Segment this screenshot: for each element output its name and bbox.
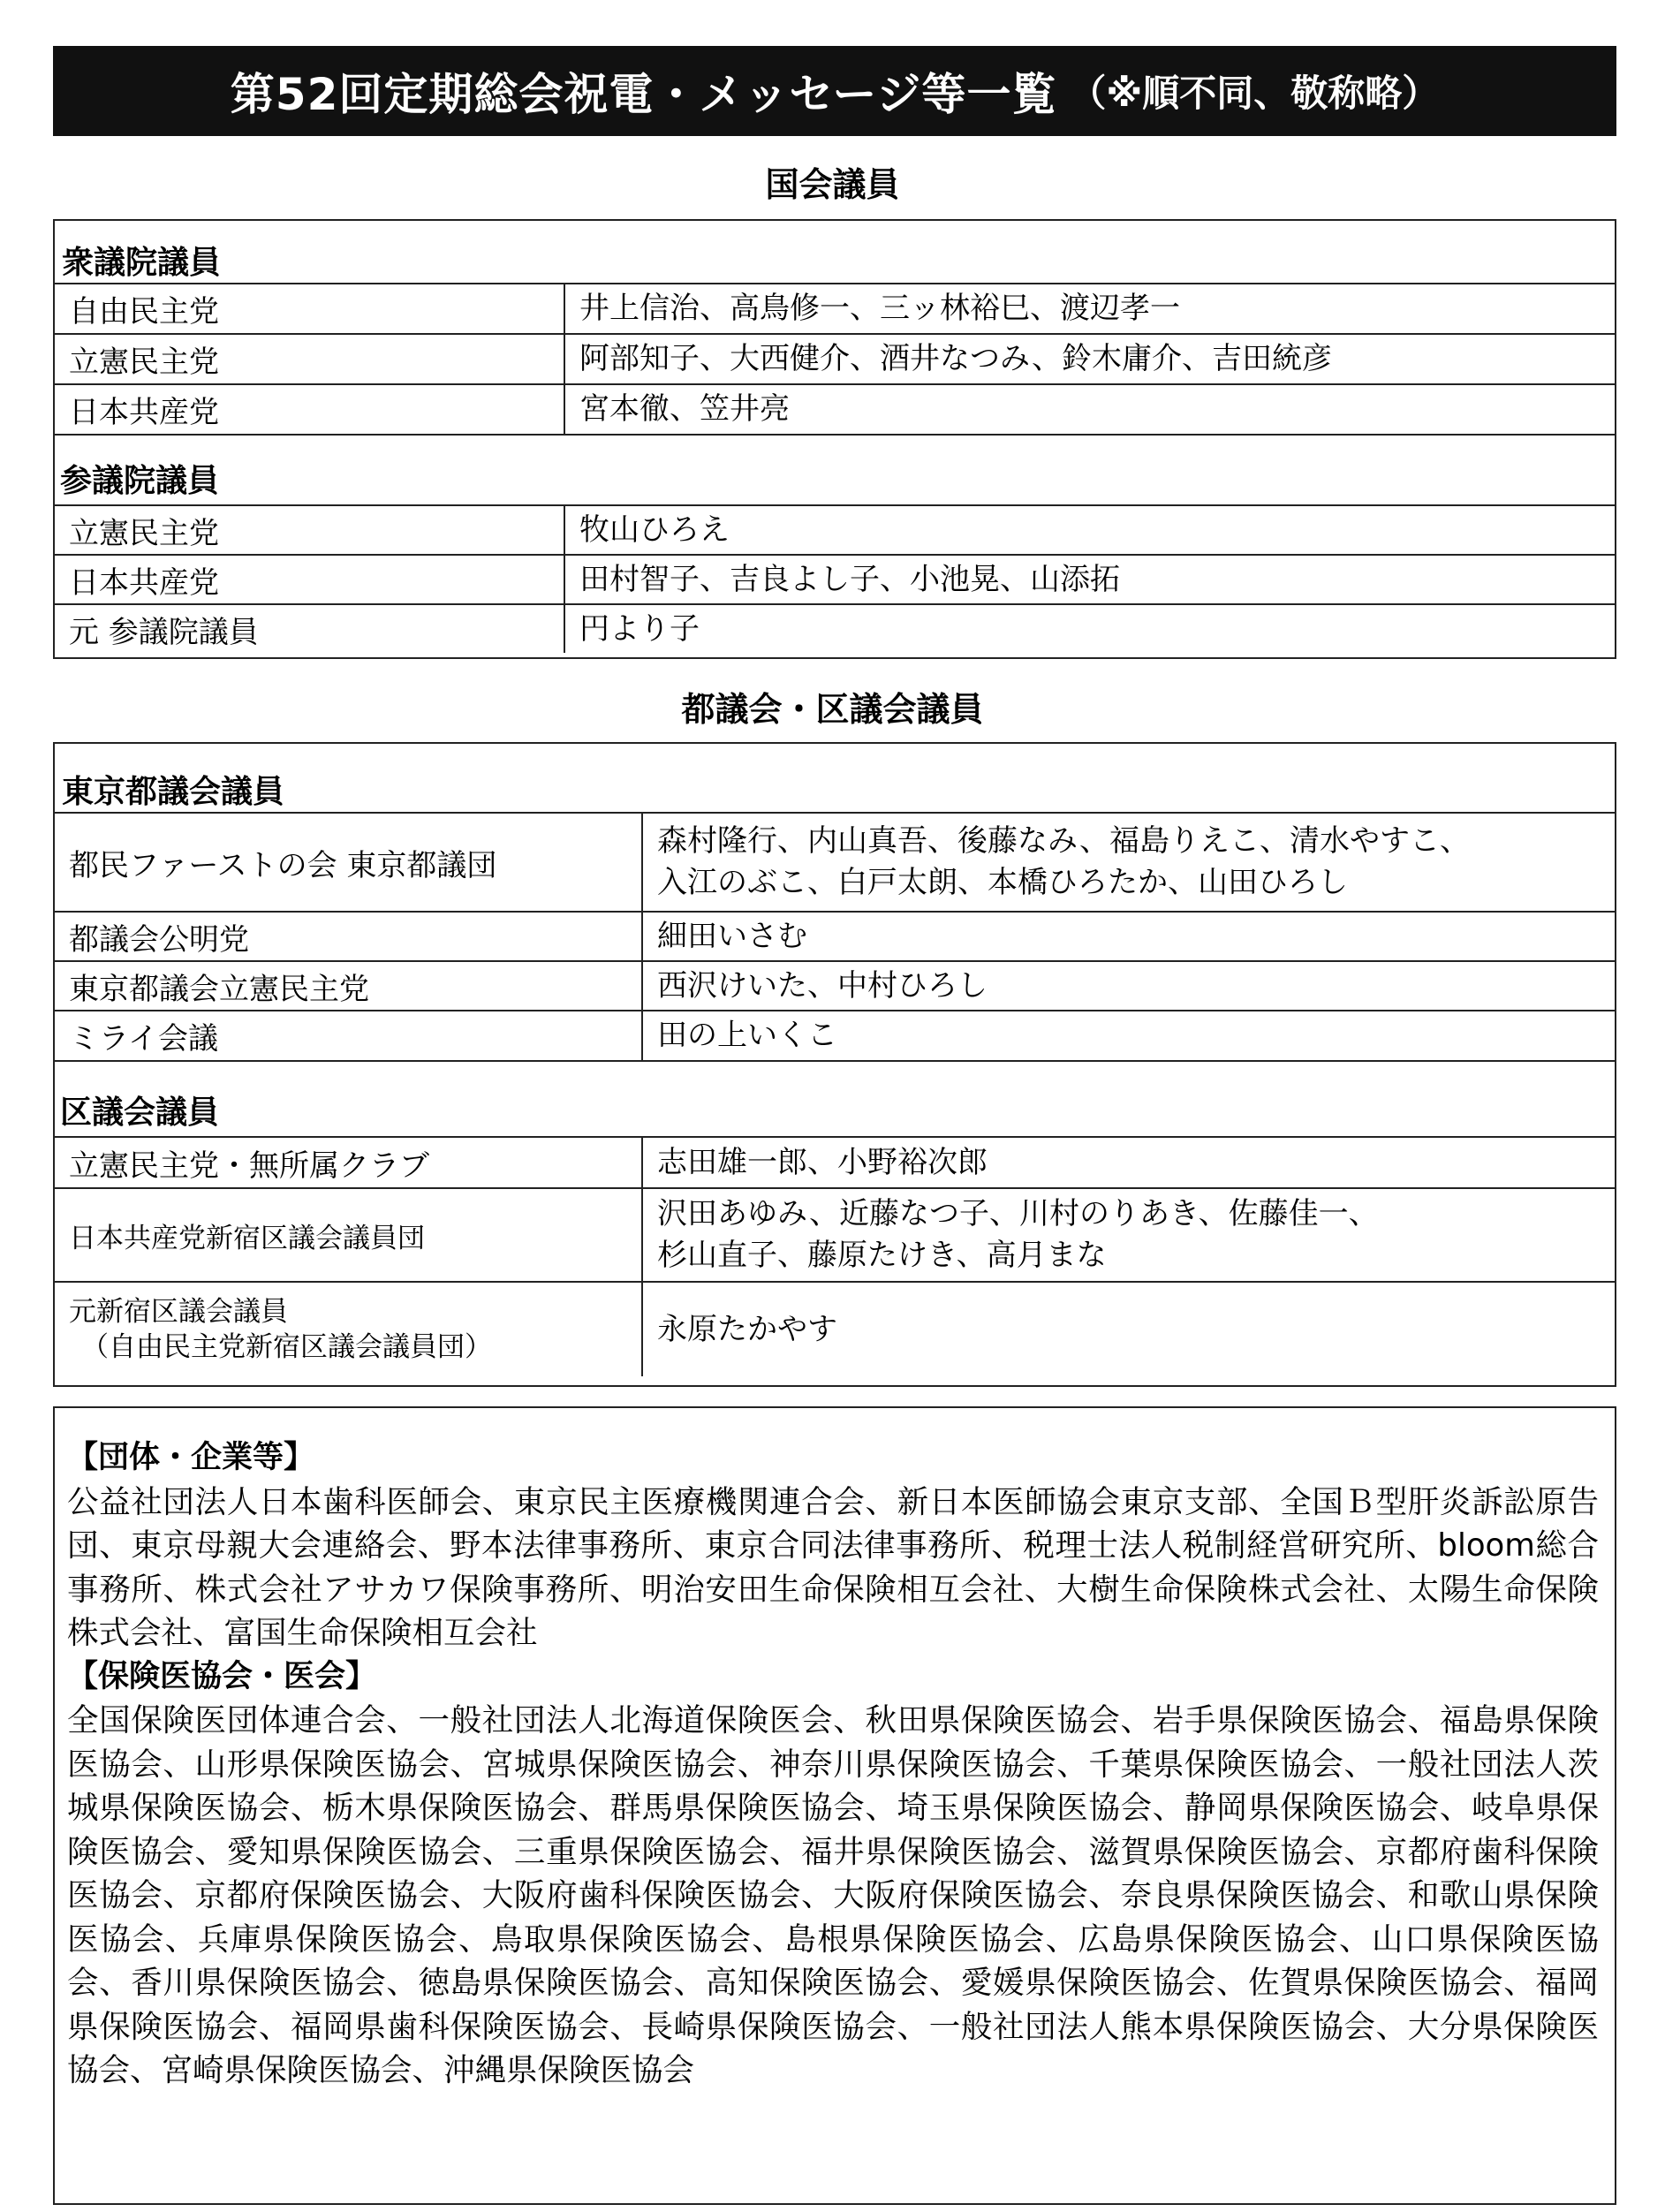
names-line: 牧山ひろえ: [579, 511, 730, 548]
names-line: 志田雄一郎、小野裕次郎: [657, 1144, 988, 1180]
table-row: [55, 1187, 1615, 1281]
table-row: [55, 960, 1615, 1010]
table-row: [55, 812, 1615, 911]
group-head-row: [55, 434, 1615, 504]
title-note: （※順不同、敬称略）: [1069, 72, 1440, 115]
house-of-councillors-label: 参議院議員: [60, 463, 220, 499]
member-names: [643, 1011, 837, 1060]
local-heading: 都議会・区議会議員: [681, 690, 984, 729]
member-names: [565, 335, 1332, 383]
member-names: [565, 506, 730, 554]
organizations-box: [53, 1406, 1616, 2205]
member-names: [565, 556, 1120, 603]
party-name: 立憲民主党: [55, 506, 565, 554]
party-name: [55, 1283, 643, 1376]
table-row: [55, 603, 1615, 653]
medical-associations-list: 全国保険医団体連合会、一般社団法人北海道保険医会、秋田県保険医協会、岩手県保険医協会、福島県保険医協会、山形県保険医協会、宮城県保険医協会、神奈川県保険医協会、千葉県保険医協会、一般社団法人茨城県保険医協会、栃木県保険医協会、群馬県保険医協会、埼玉県保険医協会、静岡県保険医協会、岐阜県保険医協会、愛知県保険医協会、三重県保険医協会、福井県保険医協会、滋賀県保険医協会、京都府歯科保険医協会、京都府保険医協会、大阪府歯科保険医協会、大阪府保険医協会、奈良県保険医協会、和歌山県保険医協会、兵庫県保険医協会、鳥取県保険医協会、島根県保険医協会、広島県保険医協会、山口県保険医協会、香川県保険医協会、徳島県保険医協会、高知保険医協会、愛媛県保険医協会、佐賀県保険医協会、福岡県保険医協会、福岡県歯科保険医協会、長崎県保険医協会、一般社団法人熊本県保険医協会、大分県保険医協会、宮崎県保険医協会、沖縄県保険医協会: [67, 1702, 1599, 2088]
organizations-list: 公益社団法人日本歯科医師会、東京民主医療機関連合会、新日本医師協会東京支部、全国Ｂ型肝炎訴訟原告団、東京母親大会連絡会、野本法律事務所、東京合同法律事務所、税理士法人税制経営研究所、bloom総合事務所、株式会社アサカワ保険事務所、明治安田生命保険相互会社、大樹生命保険株式会社、太陽生命保険株式会社、富国生命保険相互会社: [67, 1483, 1599, 1651]
party-name: 東京都議会立憲民主党: [55, 962, 643, 1010]
names-line: 田村智子、吉良よし子、小池晃、山添拓: [579, 561, 1120, 597]
house-of-representatives-label: 衆議院議員: [62, 245, 222, 281]
names-line: 阿部知子、大西健介、酒井なつみ、鈴木庸介、吉田統彦: [579, 341, 1333, 377]
member-names: [643, 1189, 1379, 1281]
party-name: 日本共産党: [55, 385, 565, 434]
group-head-row: [55, 1060, 1615, 1136]
member-names: [643, 962, 988, 1010]
party-name: 日本共産党新宿区議会議員団: [55, 1189, 643, 1281]
table-row: [55, 283, 1615, 333]
table-row: [55, 333, 1615, 383]
medical-associations-heading: 【保険医協会・医会】: [67, 1658, 377, 1694]
names-line: 西沢けいた、中村ひろし: [657, 967, 988, 1004]
member-names: [565, 284, 1180, 333]
table-row: [55, 1136, 1615, 1187]
table-row: [55, 1281, 1615, 1376]
table-row: [55, 911, 1615, 960]
member-names: [643, 1138, 988, 1187]
member-names: [643, 814, 1470, 911]
metropolitan-label: 東京都議会議員: [62, 774, 285, 810]
table-row: [55, 554, 1615, 603]
party-name: 立憲民主党: [55, 335, 565, 383]
party-name: 立憲民主党・無所属クラブ: [55, 1138, 643, 1187]
party-line: （自由民主党新宿区議会議員団）: [81, 1331, 492, 1363]
member-names: [565, 385, 790, 434]
names-line: 杉山直子、藤原たけき、高月まな: [657, 1238, 1107, 1273]
page-title: [53, 46, 1616, 136]
party-name: ミライ会議: [55, 1011, 643, 1060]
table-row: [55, 1010, 1615, 1060]
names-line: 永原たかやす: [657, 1311, 837, 1347]
names-line: 沢田あゆみ、近藤なつ子、川村のりあき、佐藤佳一、: [657, 1196, 1379, 1232]
party-name: 元 参議院議員: [55, 605, 565, 653]
ward-label: 区議会議員: [60, 1095, 220, 1131]
names-line: 細田いさむ: [657, 918, 807, 954]
table-row: [55, 383, 1615, 434]
party-name: 日本共産党: [55, 556, 565, 603]
diet-members-table: [53, 219, 1616, 659]
names-line: 円より子: [579, 610, 700, 647]
member-names: [643, 1283, 837, 1376]
names-line: 田の上いくこ: [657, 1018, 837, 1054]
table-row: [55, 504, 1615, 554]
party-name: 都民ファーストの会 東京都議団: [55, 814, 643, 911]
diet-heading: 国会議員: [765, 165, 900, 204]
local-members-table: [53, 742, 1616, 1387]
party-name: 都議会公明党: [55, 913, 643, 960]
party-name: 自由民主党: [55, 284, 565, 333]
names-line: 入江のぶこ、白戸太朗、本橋ひろたか、山田ひろし: [657, 865, 1348, 900]
member-names: [565, 605, 700, 653]
names-line: 森村隆行、内山真吾、後藤なみ、福島りえこ、清水やすこ、: [657, 823, 1471, 860]
member-names: [643, 913, 807, 960]
party-line: 元新宿区議会議員: [69, 1295, 288, 1328]
title-main: 第52回定期総会祝電・メッセージ等一覧: [230, 69, 1057, 120]
names-line: 宮本徹、笠井亮: [579, 391, 790, 428]
organizations-heading: 【団体・企業等】: [67, 1440, 315, 1475]
names-line: 井上信治、高鳥修一、三ッ林裕巳、渡辺孝一: [579, 291, 1180, 327]
